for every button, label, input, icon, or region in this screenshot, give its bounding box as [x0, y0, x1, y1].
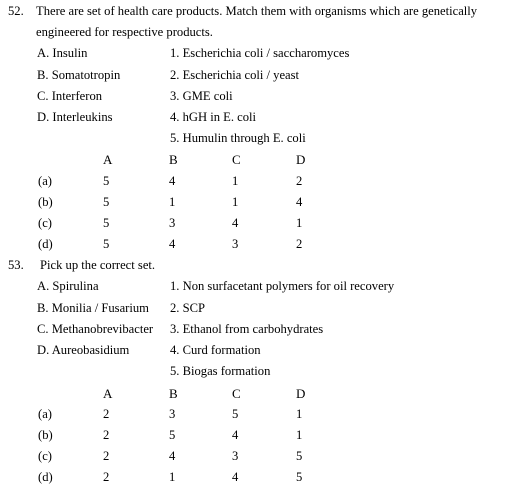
option-value: 2	[296, 237, 303, 251]
option-label: (b)	[38, 428, 53, 442]
option-value: 2	[103, 470, 110, 484]
question-text: Pick up the correct set.	[40, 258, 156, 272]
option-value: 4	[232, 428, 239, 442]
option-value: 1	[296, 216, 303, 230]
option-value: 5	[296, 470, 303, 484]
match-right-item: 5. Humulin through E. coli	[170, 131, 306, 145]
option-value: 3	[232, 449, 239, 463]
option-value: 3	[169, 216, 176, 230]
match-right-item: 4. hGH in E. coli	[170, 110, 257, 124]
option-value: 3	[232, 237, 239, 251]
question-number: 53.	[8, 258, 24, 272]
option-value: 5	[103, 216, 110, 230]
match-right-item: 3. Ethanol from carbohydrates	[170, 322, 324, 336]
option-value: 1	[232, 195, 239, 209]
option-value: 1	[296, 428, 303, 442]
option-label: (a)	[38, 174, 52, 188]
column-header-b: B	[169, 152, 178, 167]
option-value: 5	[169, 428, 176, 442]
option-value: 5	[103, 237, 110, 251]
option-value: 4	[169, 449, 176, 463]
match-right-item: 5. Biogas formation	[170, 364, 271, 378]
column-header-d: D	[296, 152, 306, 167]
match-right-item: 2. Escherichia coli / yeast	[170, 68, 300, 82]
match-left-item: A. Insulin	[37, 46, 88, 60]
match-left-item: A. Spirulina	[37, 279, 99, 293]
match-left-item: C. Methanobrevibacter	[37, 322, 154, 336]
option-value: 5	[103, 174, 110, 188]
option-value: 2	[103, 407, 110, 421]
column-header-c: C	[232, 152, 241, 167]
option-value: 4	[169, 174, 176, 188]
option-label: (b)	[38, 195, 53, 209]
column-header-b: B	[169, 386, 178, 401]
option-value: 4	[232, 216, 239, 230]
option-label: (c)	[38, 449, 52, 463]
option-value: 4	[169, 237, 176, 251]
question-text: There are set of health care products. Match them with organisms which are genetically	[36, 4, 478, 18]
option-label: (d)	[38, 237, 53, 251]
match-right-item: 4. Curd formation	[170, 343, 261, 357]
option-value: 4	[296, 195, 303, 209]
option-label: (c)	[38, 216, 52, 230]
option-value: 1	[232, 174, 239, 188]
option-value: 5	[296, 449, 303, 463]
option-value: 2	[103, 449, 110, 463]
option-value: 1	[296, 407, 303, 421]
match-left-item: C. Interferon	[37, 89, 103, 103]
option-value: 5	[103, 195, 110, 209]
column-header-c: C	[232, 386, 241, 401]
option-value: 4	[232, 470, 239, 484]
option-value: 5	[232, 407, 239, 421]
option-value: 2	[296, 174, 303, 188]
option-label: (a)	[38, 407, 52, 421]
column-header-d: D	[296, 386, 306, 401]
match-right-item: 2. SCP	[170, 301, 206, 315]
option-value: 1	[169, 195, 176, 209]
question-number: 52.	[8, 4, 24, 18]
match-left-item: D. Interleukins	[37, 110, 113, 124]
match-left-item: B. Somatotropin	[37, 68, 121, 82]
match-right-item: 1. Escherichia coli / saccharomyces	[170, 46, 350, 60]
match-right-item: 3. GME coli	[170, 89, 233, 103]
option-value: 1	[169, 470, 176, 484]
match-right-item: 1. Non surfacetant polymers for oil recovery	[170, 279, 395, 293]
column-header-a: A	[103, 152, 113, 167]
column-header-a: A	[103, 386, 113, 401]
option-value: 2	[103, 428, 110, 442]
option-label: (d)	[38, 470, 53, 484]
match-left-item: D. Aureobasidium	[37, 343, 130, 357]
question-text-continued: engineered for respective products.	[36, 25, 213, 39]
match-left-item: B. Monilia / Fusarium	[37, 301, 149, 315]
option-value: 3	[169, 407, 176, 421]
